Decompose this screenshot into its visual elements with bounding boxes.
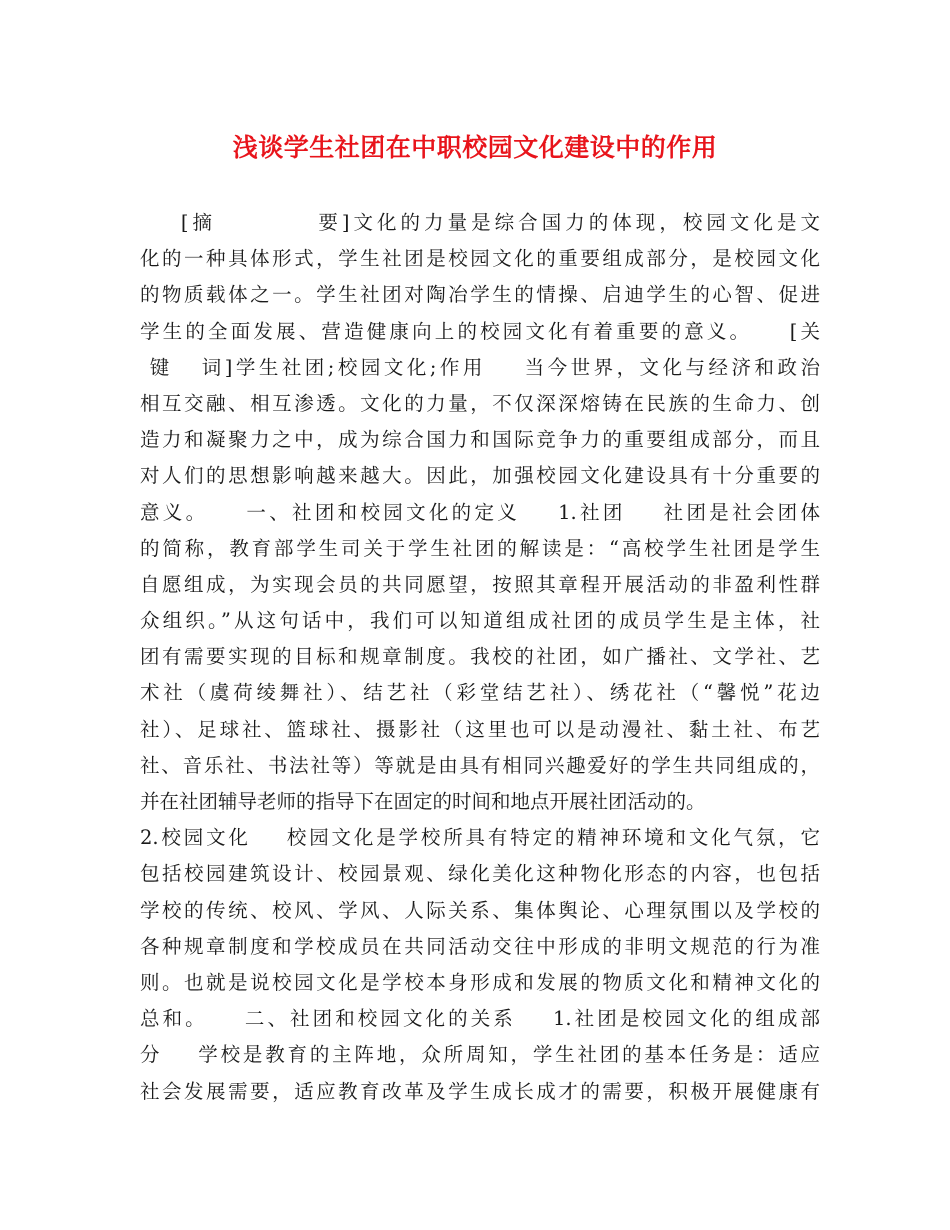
body-text-line: 总和。 二、社团和校园文化的关系 1.社团是校园文化的组成部 [140, 1007, 820, 1031]
body-text-line: 团有需要实现的目标和规章制度。我校的社团，如广播社、文学社、艺 [140, 645, 820, 669]
body-text-line: 的简称，教育部学生司关于学生社团的解读是：“高校学生社团是学生 [140, 536, 820, 560]
body-text-line: 学校的传统、校风、学风、人际关系、集体舆论、心理氛围以及学校的 [140, 898, 820, 922]
body-text-line: 社）、足球社、篮球社、摄影社（这里也可以是动漫社、黏土社、布艺 [140, 717, 820, 741]
body-text-line: 并在社团辅导老师的指导下在固定的时间和地点开展社团活动的。 [140, 790, 706, 813]
body-text-line: 2.校园文化 校园文化是学校所具有特定的精神环境和文化气氛，它 [140, 826, 820, 850]
body-text-line: 则。也就是说校园文化是学校本身形成和发展的物质文化和精神文化的 [140, 970, 820, 994]
body-text-line: 术社（虞荷绫舞社）、结艺社（彩堂结艺社）、绣花社（“馨悦”花边 [140, 681, 820, 705]
body-text-line: 化的一种具体形式，学生社团是校园文化的重要组成部分，是校园文化 [140, 247, 820, 271]
body-text-line: 的物质载体之一。学生社团对陶冶学生的情操、启迪学生的心智、促进 [140, 283, 820, 307]
body-text-line: 意义。 一、社团和校园文化的定义 1.社团 社团是社会团体 [140, 500, 820, 524]
body-text-line: 键 词]学生社团;校园文化;作用 当今世界，文化与经济和政治 [140, 355, 820, 379]
body-text-line: 各种规章制度和学校成员在共同活动交往中形成的非明文规范的行为准 [140, 934, 820, 958]
body-text-line: 社会发展需要，适应教育改革及学生成长成才的需要，积极开展健康有 [140, 1079, 820, 1103]
document-body [140, 205, 820, 1110]
body-text-line: 自愿组成，为实现会员的共同愿望，按照其章程开展活动的非盈利性群 [140, 572, 820, 596]
body-text-line: 分 学校是教育的主阵地，众所周知，学生社团的基本任务是：适应 [140, 1043, 820, 1067]
body-text-line: 对人们的思想影响越来越大。因此，加强校园文化建设具有十分重要的 [140, 464, 820, 488]
body-text-line: 社、音乐社、书法社等）等就是由具有相同兴趣爱好的学生共同组成的， [140, 753, 820, 777]
body-text-line: [摘 要]文化的力量是综合国力的体现，校园文化是文 [140, 211, 820, 234]
body-text-line: 造力和凝聚力之中，成为综合国力和国际竞争力的重要组成部分，而且 [140, 428, 820, 452]
document-title: 浅谈学生社团在中职校园文化建设中的作用 [232, 133, 718, 162]
body-text-line: 众组织。”从这句话中，我们可以知道组成社团的成员学生是主体，社 [140, 609, 820, 633]
body-text-line: 包括校园建筑设计、校园景观、绿化美化这种物化形态的内容，也包括 [140, 862, 820, 886]
body-text-line: 学生的全面发展、营造健康向上的校园文化有着重要的意义。 [关 [140, 319, 820, 343]
body-text-line: 相互交融、相互渗透。文化的力量，不仅深深熔铸在民族的生命力、创 [140, 391, 820, 415]
